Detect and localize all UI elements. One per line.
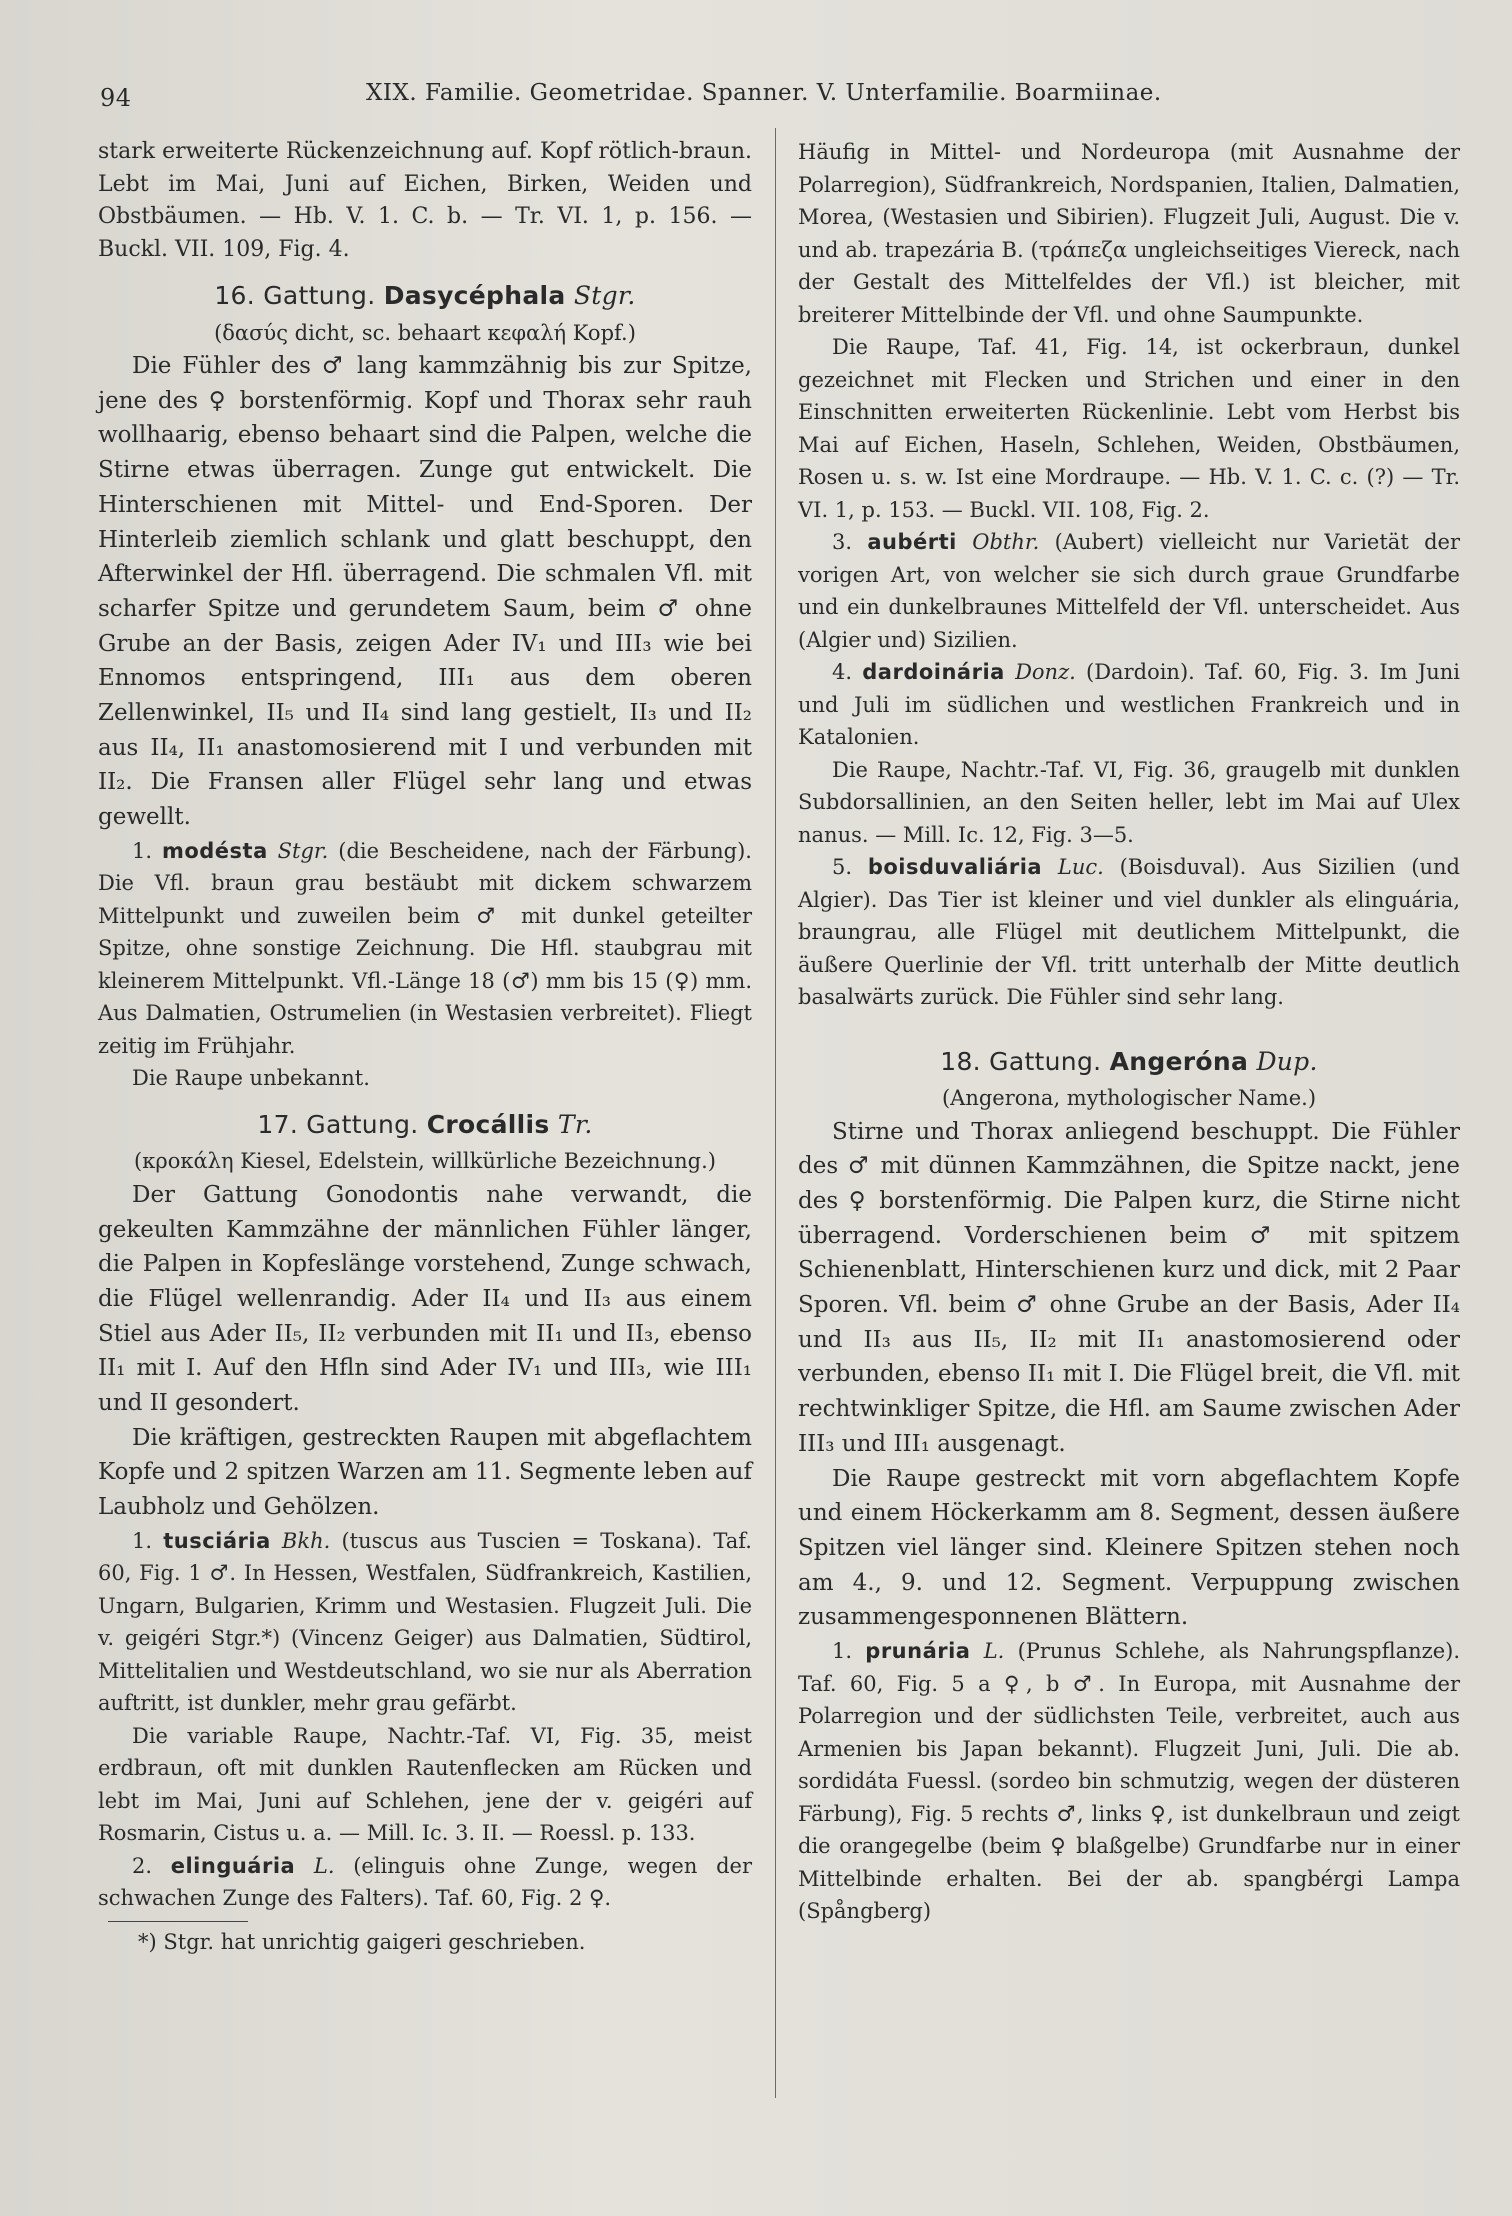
species-number: 2. <box>132 1853 153 1878</box>
genus-description: Die Fühler des ♂ lang kammzähnig bis zur Spitze, jene des ♀ borstenförmig. Kopf und Thorax sehr rauh wollhaarig, ebenso behaart sind die Palpen, welche die Stirne etwas überragen. Zunge gut entwickelt. Die Hinterschienen mit Mittel- und End-Sporen. Der Hinterleib ziemlich schlank und glatt beschuppt, den Afterwinkel der Hfl. überragend. Die schmalen Vfl. mit scharfer Spitze und gerundetem Saum, beim ♂ ohne Grube an der Basis, zeigen Ader IV₁ und III₃ wie bei Ennomos entspringend, III₁ aus dem oberen Zellenwinkel, II₅ und II₄ sind lang gestielt, II₃ und II₂ aus II₄, II₁ anastomosierend mit I und verbunden mit II₂. Die Fransen aller Flügel sehr lang und etwas gewellt. <box>98 353 752 831</box>
larva-text: Die variable Raupe, Nachtr.-Taf. VI, Fig. 35, meist erdbraun, oft mit dunklen Rautenflecken am Rücken und lebt im Mai, Juni auf Schlehen, jene der v. geigéri auf Rosmarin, Cistus u. a. — Mill. Ic. 3. II. — Roessl. p. 133. <box>98 1723 752 1846</box>
right-column <box>798 136 1460 1928</box>
species-author: Bkh. <box>281 1528 331 1553</box>
species-text: (Aubert) vielleicht nur Varietät der vorigen Art, von welcher sie sich durch graue Grundfarbe und ein dunkelbraunes Mittelfeld der Vfl. unterscheidet. Aus (Algier und) Sizilien. <box>798 530 1460 652</box>
genus-etymology: (δασύς dicht, sc. behaart κεφαλή Kopf.) <box>214 320 636 345</box>
species-entry-modesta <box>98 835 752 1063</box>
species-text: (die Bescheidene, nach der Färbung). Die Vfl. braun grau bestäubt mit dickem schwarzem Mittelpunkt und zuweilen beim ♂ mit dunkel geteilter Spitze, ohne sonstige Zeichnung. Die Hfl. staubgrau mit kleinerem Mittelpunkt. Vfl.-Länge 18 (♂) mm bis 15 (♀) mm. Aus Dalmatien, Ostrumelien (in Westasien verbreitet). Fliegt zeitig im Frühjahr. <box>98 838 752 1058</box>
paragraph-intro: stark erweiterte Rückenzeichnung auf. Kopf rötlich-braun. Lebt im Mai, Juni auf Eichen, Birken, Weiden und Obstbäumen. — Hb. V. 1. C. b. — Tr. VI. 1, p. 156. — Buckl. VII. 109, Fig. 4. <box>98 139 752 262</box>
species-text: (Dardoin). Taf. 60, Fig. 3. Im Juni und Juli im südlichen und westlichen Frankreich und in Katalonien. <box>798 660 1460 749</box>
left-column <box>98 136 752 1958</box>
genus-heading-16 <box>98 280 752 313</box>
species-number: 4. <box>832 660 853 684</box>
species-author: Donz. <box>1015 660 1076 684</box>
species-name: prunária <box>865 1639 971 1664</box>
larva-text: Die Raupe, Nachtr.-Taf. VI, Fig. 36, graugelb mit dunklen Subdorsallinien, an den Seiten heller, lebt im Mai auf Ulex nanus. — Mill. Ic. 12, Fig. 3—5. <box>798 757 1460 847</box>
larva-text: Die Raupe, Taf. 41, Fig. 14, ist ockerbraun, dunkel gezeichnet mit Flecken und Strichen und einer in den Einschnitten erweiterten Rückenlinie. Lebt vom Herbst bis Mai auf Eichen, Haseln, Schlehen, Weiden, Obstbäumen, Rosen u. s. w. Ist eine Mordraupe. — Hb. V. 1. C. c. (?) — Tr. VI. 1, p. 153. — Buckl. VII. 108, Fig. 2. <box>798 335 1460 522</box>
species-number: 5. <box>832 855 853 879</box>
running-head <box>100 76 1460 116</box>
genus-name: Crocállis <box>426 1109 550 1139</box>
larva-text: Die Raupe gestreckt mit vorn abgeflachtem Kopfe und einem Höckerkamm am 8. Segment, dessen äußere Spitzen viel länger sind. Kleinere Spitzen stehen noch am 4., 9. und 12. Segment. Verpuppung zwischen zusammengesponnenen Blättern. <box>798 1465 1460 1631</box>
genus-heading-18 <box>798 1046 1460 1079</box>
species-entry-elinguaria <box>98 1850 752 1915</box>
footnote: *) Stgr. hat unrichtig gaigeri geschrieben. <box>138 1929 586 1954</box>
genus-author: Stgr. <box>573 281 636 310</box>
species-entry-auberti <box>798 526 1460 656</box>
genus-etymology: (Angerona, mythologischer Name.) <box>941 1086 1317 1110</box>
species-name: boisduvaliária <box>867 855 1043 879</box>
species-number: 1. <box>132 1528 153 1553</box>
species-name: modésta <box>161 838 268 863</box>
species-number: 3. <box>832 530 853 554</box>
species-name: aubérti <box>867 530 957 554</box>
species-name: tusciária <box>163 1528 271 1553</box>
genus-description: Stirne und Thorax anliegend beschuppt. Die Fühler des ♂ mit dünnen Kammzähnen, die Spitze nackt, jene des ♀ borstenförmig. Die Palpen kurz, die Stirne nicht überragend. Vorderschienen beim ♂ mit spitzem Schienenblatt, Hinterschienen kurz und dick, mit 2 Paar Sporen. Vfl. beim ♂ ohne Grube an der Basis, Ader II₄ und II₃ aus II₅, II₂ mit II₁ anastomosierend oder verbunden, ebenso II₁ mit I. Die Flügel breit, die Vfl. mit rechtwinkliger Spitze, die Hfl. am Saume zwischen Ader III₃ und III₁ ausgenagt. <box>798 1118 1460 1457</box>
footnote-rule <box>108 1921 248 1922</box>
genus-author: Tr. <box>557 1109 593 1139</box>
page-number: 94 <box>100 84 132 112</box>
species-name: elinguária <box>170 1853 296 1878</box>
genus-number: 17. Gattung. <box>257 1109 419 1139</box>
larva-text: Die kräftigen, gestreckten Raupen mit abgeflachtem Kopfe und 2 spitzen Warzen am 11. Segmente leben auf Laubholz und Gehölzen. <box>98 1424 752 1521</box>
species-text: (Prunus Schlehe, als Nahrungspflanze). Taf. 60, Fig. 5 a ♀, b ♂. In Europa, mit Ausnahme der Polarregion und der südlichsten Teile, verbreitet, auch aus Armenien bis Japan bekannt). Flugzeit Juni, Juli. Die ab. sordidáta Fuessl. (sordeo bin schmutzig, wegen der düsteren Färbung), Fig. 5 rechts ♂, links ♀, ist dunkelbraun und zeigt die orangegelbe (beim ♀ blaßgelbe) Grundfarbe nur in einer Mittelbinde erhalten. Bei der ab. spangbérgi Lampa (Spångberg) <box>798 1639 1460 1924</box>
species-name: dardoinária <box>862 660 1005 684</box>
running-title: XIX. Familie. Geometridae. Spanner. V. Unterfamilie. Boarmiinae. <box>366 80 1162 106</box>
species-entry-tusciaria <box>98 1525 752 1720</box>
genus-number: 18. Gattung. <box>940 1046 1102 1076</box>
genus-heading-17 <box>98 1109 752 1142</box>
genus-number: 16. Gattung. <box>214 281 376 310</box>
species-number: 1. <box>132 838 153 863</box>
genus-name: Dasycéphala <box>383 281 566 310</box>
species-author: Obthr. <box>972 530 1040 554</box>
spacer <box>798 1014 1460 1032</box>
species-entry-dardoinaria <box>798 656 1460 754</box>
genus-etymology: (κροκάλη Kiesel, Edelstein, willkürliche Bezeichnung.) <box>134 1149 716 1174</box>
paragraph-continued: Häufig in Mittel- und Nordeuropa (mit Ausnahme der Polarregion), Südfrankreich, Nordspanien, Italien, Dalmatien, Morea, (Westasien und Sibirien). Flugzeit Juli, August. Die v. und ab. trapezária B. (τράπεζα ungleichseitiges Viereck, nach der Gestalt des Mittelfeldes der Vfl.) ist bleicher, mit breiterer Mittelbinde der Vfl. und ohne Saumpunkte. <box>798 140 1460 327</box>
species-author: L. <box>313 1853 335 1878</box>
species-text: (Boisduval). Aus Sizilien (und Algier). Das Tier ist kleiner und viel dunkler als elinguária, braungrau, alle Flügel mit deutlichem Mittelpunkt, die äußere Querlinie der Vfl. tritt unterhalb der Mitte deutlich basalwärts zurück. Die Fühler sind sehr lang. <box>798 855 1460 1009</box>
species-text: (tuscus aus Tuscien = Toskana). Taf. 60, Fig. 1 ♂. In Hessen, Westfalen, Südfrankreich, Kastilien, Ungarn, Bulgarien, Krimm und Westasien. Flugzeit Juli. Die v. geigéri Stgr.*) (Vincenz Geiger) aus Dalmatien, Südtirol, Mittelitalien und Westdeutschland, wo sie nur als Aberration auftritt, ist dunkler, mehr grau gefärbt. <box>98 1528 752 1716</box>
species-author: L. <box>983 1639 1005 1664</box>
species-author: Luc. <box>1057 855 1104 879</box>
species-number: 1. <box>832 1639 853 1664</box>
larva-text: Die Raupe unbekannt. <box>132 1066 370 1091</box>
column-divider <box>775 128 776 2098</box>
genus-description: Der Gattung Gonodontis nahe verwandt, die gekeulten Kammzähne der männlichen Fühler länger, die Palpen in Kopfeslänge vorstehend, Zunge schwach, die Flügel wellenrandig. Ader II₄ und II₃ aus einem Stiel aus Ader II₅, II₂ verbunden mit II₁ und II₃, ebenso II₁ mit I. Auf den Hfln sind Ader IV₁ und III₃, wie III₁ und II gesondert. <box>98 1181 752 1417</box>
species-entry-prunaria <box>798 1635 1460 1928</box>
species-author: Stgr. <box>277 838 329 863</box>
genus-name: Angeróna <box>1109 1046 1249 1076</box>
genus-author: Dup. <box>1256 1046 1318 1076</box>
species-text: (elinguis ohne Zunge, wegen der schwachen Zunge des Falters). Taf. 60, Fig. 2 ♀. <box>98 1853 752 1911</box>
species-entry-boisduvaliaria <box>798 851 1460 1014</box>
